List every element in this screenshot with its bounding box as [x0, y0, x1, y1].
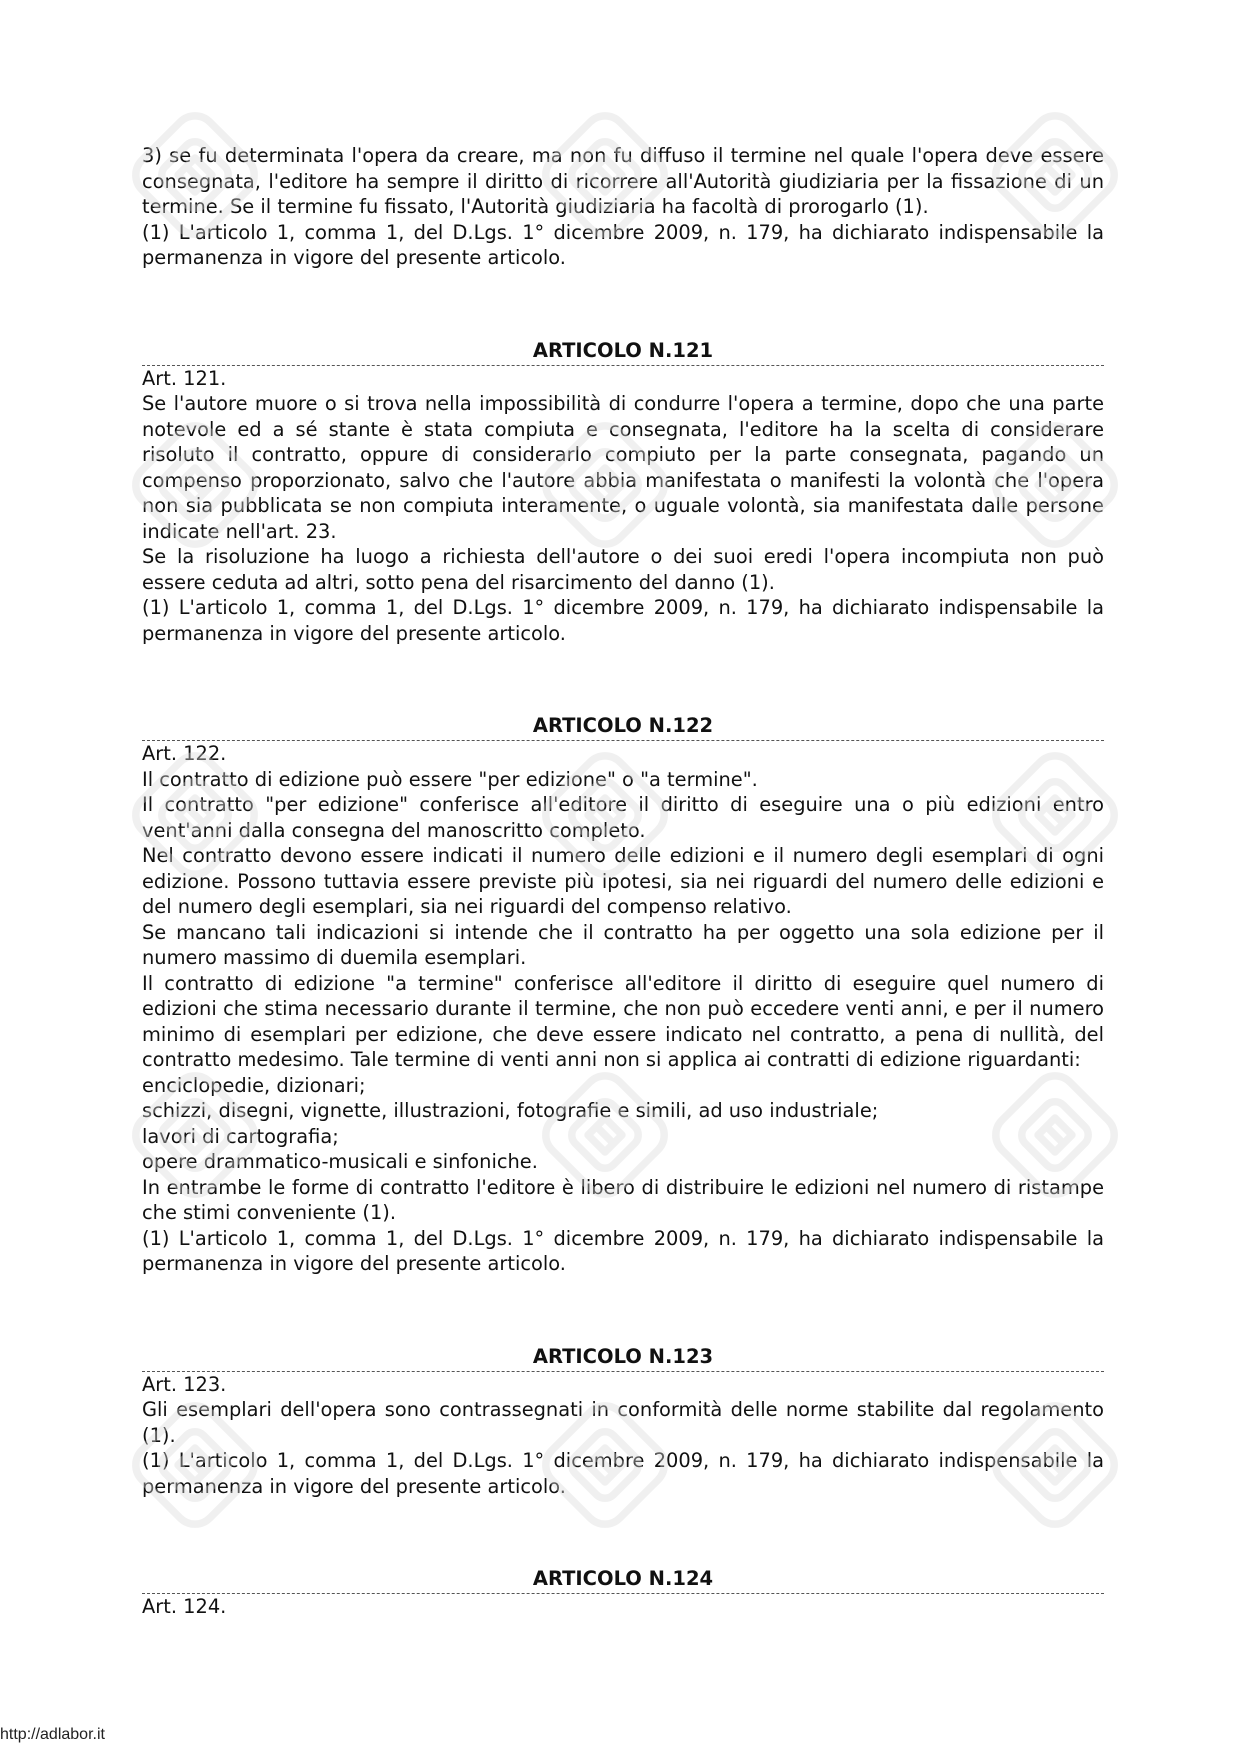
article-number: Art. 122.	[142, 742, 227, 765]
article-122	[142, 714, 1104, 1277]
article-number: Art. 123.	[142, 1372, 227, 1396]
article-paragraph: Nel contratto devono essere indicati il numero delle edizioni e il numero degli esemplari di ogni edizione. Possono tuttavia essere previste più ipotesi, sia nei riguardi del numero delle edizioni e del numero degli esemplari, sia nei riguardi del compenso relativo.	[142, 844, 1104, 918]
article-heading: ARTICOLO N.121	[142, 339, 1104, 366]
article-list-item: lavori di cartografia;	[142, 1124, 339, 1148]
article-paragraph: Se la risoluzione ha luogo a richiesta dell'autore o dei suoi eredi l'opera incompiuta non può essere ceduta ad altri, sotto pena del risarcimento del danno (1).	[142, 545, 1104, 594]
article-number: Art. 121.	[142, 366, 227, 390]
intro-footnote: (1) L'articolo 1, comma 1, del D.Lgs. 1° dicembre 2009, n. 179, ha dichiarato indispensabile la permanenza in vigore del presente articolo.	[142, 220, 1104, 269]
article-list-item: enciclopedie, dizionari;	[142, 1073, 366, 1097]
article-heading: ARTICOLO N.124	[142, 1567, 1104, 1594]
spacer	[142, 646, 1104, 714]
spacer	[142, 271, 1104, 339]
article-paragraph: Il contratto di edizione "a termine" conferisce all'editore il diritto di eseguire quel numero di edizioni che stima necessario durante il termine, che non può eccedere venti anni, e per il numero minimo di esemplari per edizione, che deve essere indicato nel contratto, a pena di nullità, del contratto medesimo. Tale termine di venti anni non si applica ai contratti di edizione riguardanti:	[142, 971, 1104, 1071]
article-123	[142, 1345, 1104, 1500]
article-footnote: (1) L'articolo 1, comma 1, del D.Lgs. 1° dicembre 2009, n. 179, ha dichiarato indispensabile la permanenza in vigore del presente articolo.	[142, 1449, 1104, 1498]
spacer	[142, 1277, 1104, 1345]
article-list-item: opere drammatico-musicali e sinfoniche.	[142, 1150, 538, 1173]
spacer	[142, 1499, 1104, 1567]
intro-block	[142, 143, 1104, 271]
article-footnote: (1) L'articolo 1, comma 1, del D.Lgs. 1° dicembre 2009, n. 179, ha dichiarato indispensabile la permanenza in vigore del presente articolo.	[142, 1226, 1104, 1275]
article-number: Art. 124.	[142, 1595, 227, 1618]
article-list-item: schizzi, disegni, vignette, illustrazioni, fotografie e simili, ad uso industriale;	[142, 1099, 879, 1122]
article-124	[142, 1567, 1104, 1620]
article-paragraph: Se l'autore muore o si trova nella impossibilità di condurre l'opera a termine, dopo che una parte notevole ed a sé stante è stata compiuta e consegnata, l'editore ha la scelta di considerare risoluto il contratto, oppure di considerarlo compiuto per la parte consegnata, pagando un compenso proporzionato, salvo che l'autore abbia manifestata o manifesti la volontà che l'opera non sia pubblicata se non compiuta interamente, o uguale volontà, sia manifestata dalle persone indicate nell'art. 23.	[142, 392, 1104, 543]
article-121	[142, 339, 1104, 647]
article-paragraph: Se mancano tali indicazioni si intende che il contratto ha per oggetto una sola edizione per il numero massimo di duemila esemplari.	[142, 920, 1104, 969]
article-paragraph: Gli esemplari dell'opera sono contrassegnati in conformità delle norme stabilite dal regolamento (1).	[142, 1398, 1104, 1447]
document-body	[142, 143, 1104, 1620]
article-heading: ARTICOLO N.123	[142, 1345, 1104, 1372]
article-footnote: (1) L'articolo 1, comma 1, del D.Lgs. 1° dicembre 2009, n. 179, ha dichiarato indispensabile la permanenza in vigore del presente articolo.	[142, 596, 1104, 645]
article-paragraph: Il contratto di edizione può essere "per edizione" o "a termine".	[142, 767, 758, 791]
article-paragraph: In entrambe le forme di contratto l'editore è libero di distribuire le edizioni nel numero di ristampe che stimi conveniente (1).	[142, 1175, 1104, 1224]
footer-url: http://adlabor.it	[0, 1726, 105, 1743]
article-heading: ARTICOLO N.122	[142, 714, 1104, 741]
intro-paragraph: 3) se fu determinata l'opera da creare, ma non fu diffuso il termine nel quale l'opera deve essere consegnata, l'editore ha sempre il diritto di ricorrere all'Autorità giudiziaria per la fissazione di un termine. Se il termine fu fissato, l'Autorità giudiziaria ha facoltà di prorogarlo (1).	[142, 144, 1104, 218]
article-paragraph: Il contratto "per edizione" conferisce all'editore il diritto di eseguire una o più edizioni entro vent'anni dalla consegna del manoscritto completo.	[142, 793, 1104, 842]
